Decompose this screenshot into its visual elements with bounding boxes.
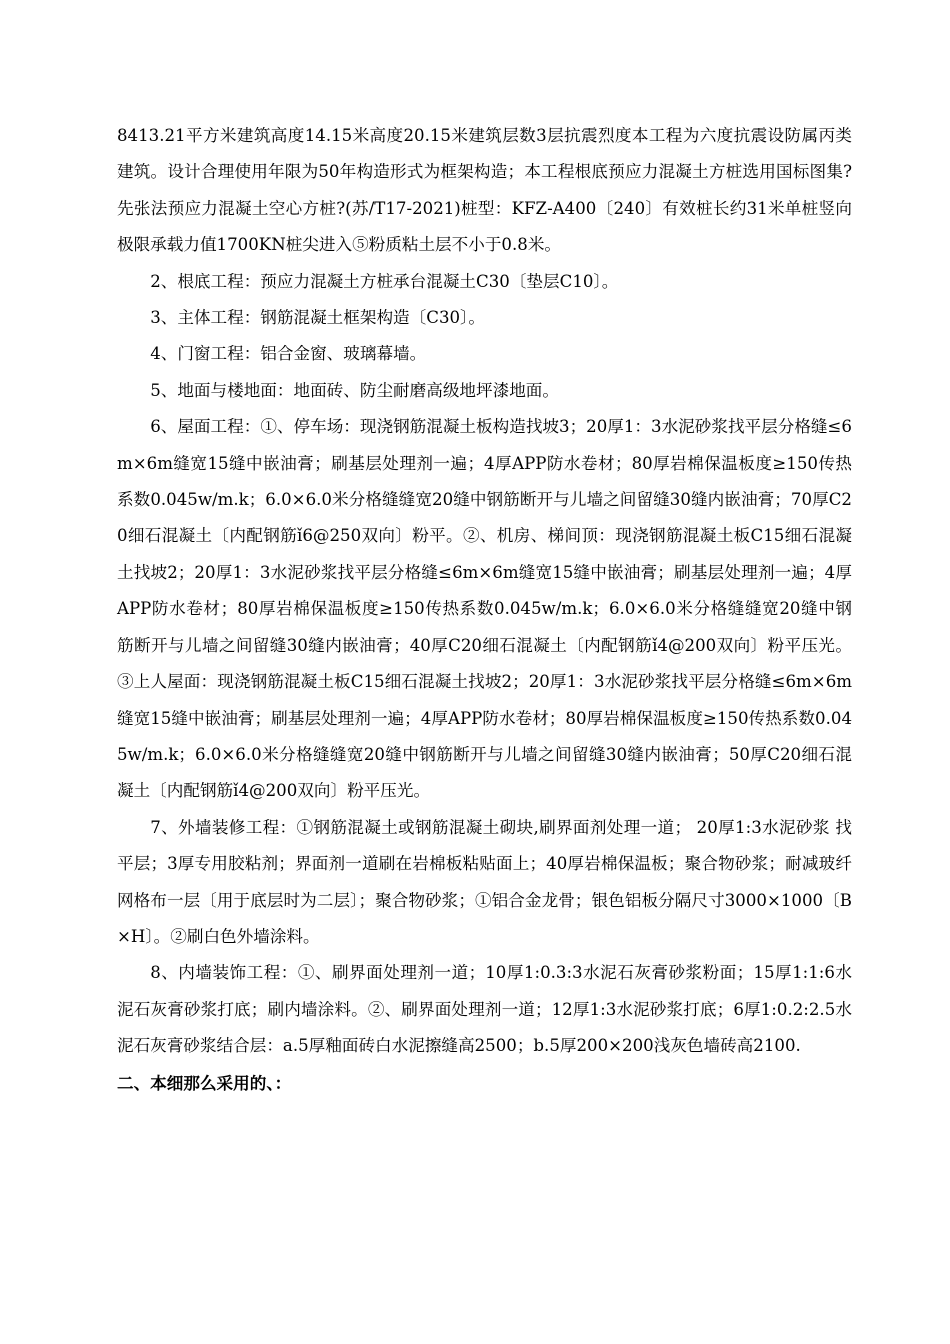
floor-paragraph: 5、地面与楼地面：地面砖、防尘耐磨高级地坪漆地面。 — [150, 380, 559, 400]
exterior-wall-paragraph: 7、外墙装修工程：①钢筋混凝土或钢筋混凝土砌块,刷界面剂处理一道； 20厚1:3水泥砂浆 找平层；3厚专用胶粘剂；界面剂一道刷在岩棉板粘贴面上；40厚岩棉保温板；聚合物砂浆；耐减玻纤网格布一层〔用于底层时为二层〕；聚合物砂浆；①铝合金龙骨；银色铝板分隔尺寸3000×1000〔B×H〕。②刷白色外墙涂料。 — [117, 817, 852, 946]
foundation-work-paragraph: 2、根底工程：预应力混凝土方桩承台混凝土C30〔垫层C10〕。 — [150, 271, 619, 291]
main-structure-paragraph: 3、主体工程：钢筋混凝土框架构造〔C30〕。 — [150, 308, 485, 328]
doors-windows-paragraph: 4、门窗工程：铝合金窗、玻璃幕墙。 — [150, 344, 427, 364]
project-overview-paragraph: 8413.21平方米建筑高度14.15米高度20.15米建筑层数3层抗震烈度本工程为六度抗震设防属丙类建筑。设计合理使用年限为50年构造形式为框架构造；本工程根底预应力混凝土方桩选用国标图集?先张法预应力混凝土空心方桩?(苏/T17-2021)桩型：KFZ-A400〔240〕有效桩长约31米单桩竖向极限承载力值1700KN桩尖进入⑤粉质粘土层不小于0.8米。 — [117, 126, 852, 255]
interior-wall-paragraph: 8、内墙装饰工程：①、刷界面处理剂一道；10厚1:0.3:3水泥石灰膏砂浆粉面；15厚1:1:6水泥石灰膏砂浆打底；刷内墙涂料。②、刷界面处理剂一道；12厚1:3水泥砂浆打底；6厚1:0.2:2.5水泥石灰膏砂浆结合层：a.5厚釉面砖白水泥擦缝高2500；b.5厚200×200浅灰色墙砖高2100. — [117, 963, 852, 1056]
section-heading: 二、本细那么采用的、： — [117, 1072, 292, 1093]
roof-work-paragraph: 6、屋面工程：①、停车场：现浇钢筋混凝土板构造找坡3；20厚1：3水泥砂浆找平层分格缝≤6m×6m缝宽15缝中嵌油膏；刷基层处理剂一遍；4厚APP防水卷材；80厚岩棉保温板度≥150传热系数0.045w/m.k；6.0×6.0米分格缝缝宽20缝中钢筋断开与儿墙之间留缝30缝内嵌油膏；70厚C20细石混凝土〔内配钢筋ǐ6@250双向〕粉平。②、机房、梯间顶：现浇钢筋混凝土板C15细石混凝土找坡2；20厚1：3水泥砂浆找平层分格缝≤6m×6m缝宽15缝中嵌油膏；刷基层处理剂一遍；4厚APP防水卷材；80厚岩棉保温板度≥150传热系数0.045w/m.k；6.0×6.0米分格缝缝宽20缝中钢筋断开与儿墙之间留缝30缝内嵌油膏；40厚C20细石混凝土〔内配钢筋ǐ4@200双向〕粉平压光。③上人屋面：现浇钢筋混凝土板C15细石混凝土找坡2；20厚1：3水泥砂浆找平层分格缝≤6m×6m缝宽15缝中嵌油膏；刷基层处理剂一遍；4厚APP防水卷材；80厚岩棉保温板度≥150传热系数0.045w/m.k；6.0×6.0米分格缝缝宽20缝中钢筋断开与儿墙之间留缝30缝内嵌油膏；50厚C20细石混凝土〔内配钢筋ǐ4@200双向〕粉平压光。 — [117, 417, 852, 801]
document-body — [117, 118, 852, 1101]
